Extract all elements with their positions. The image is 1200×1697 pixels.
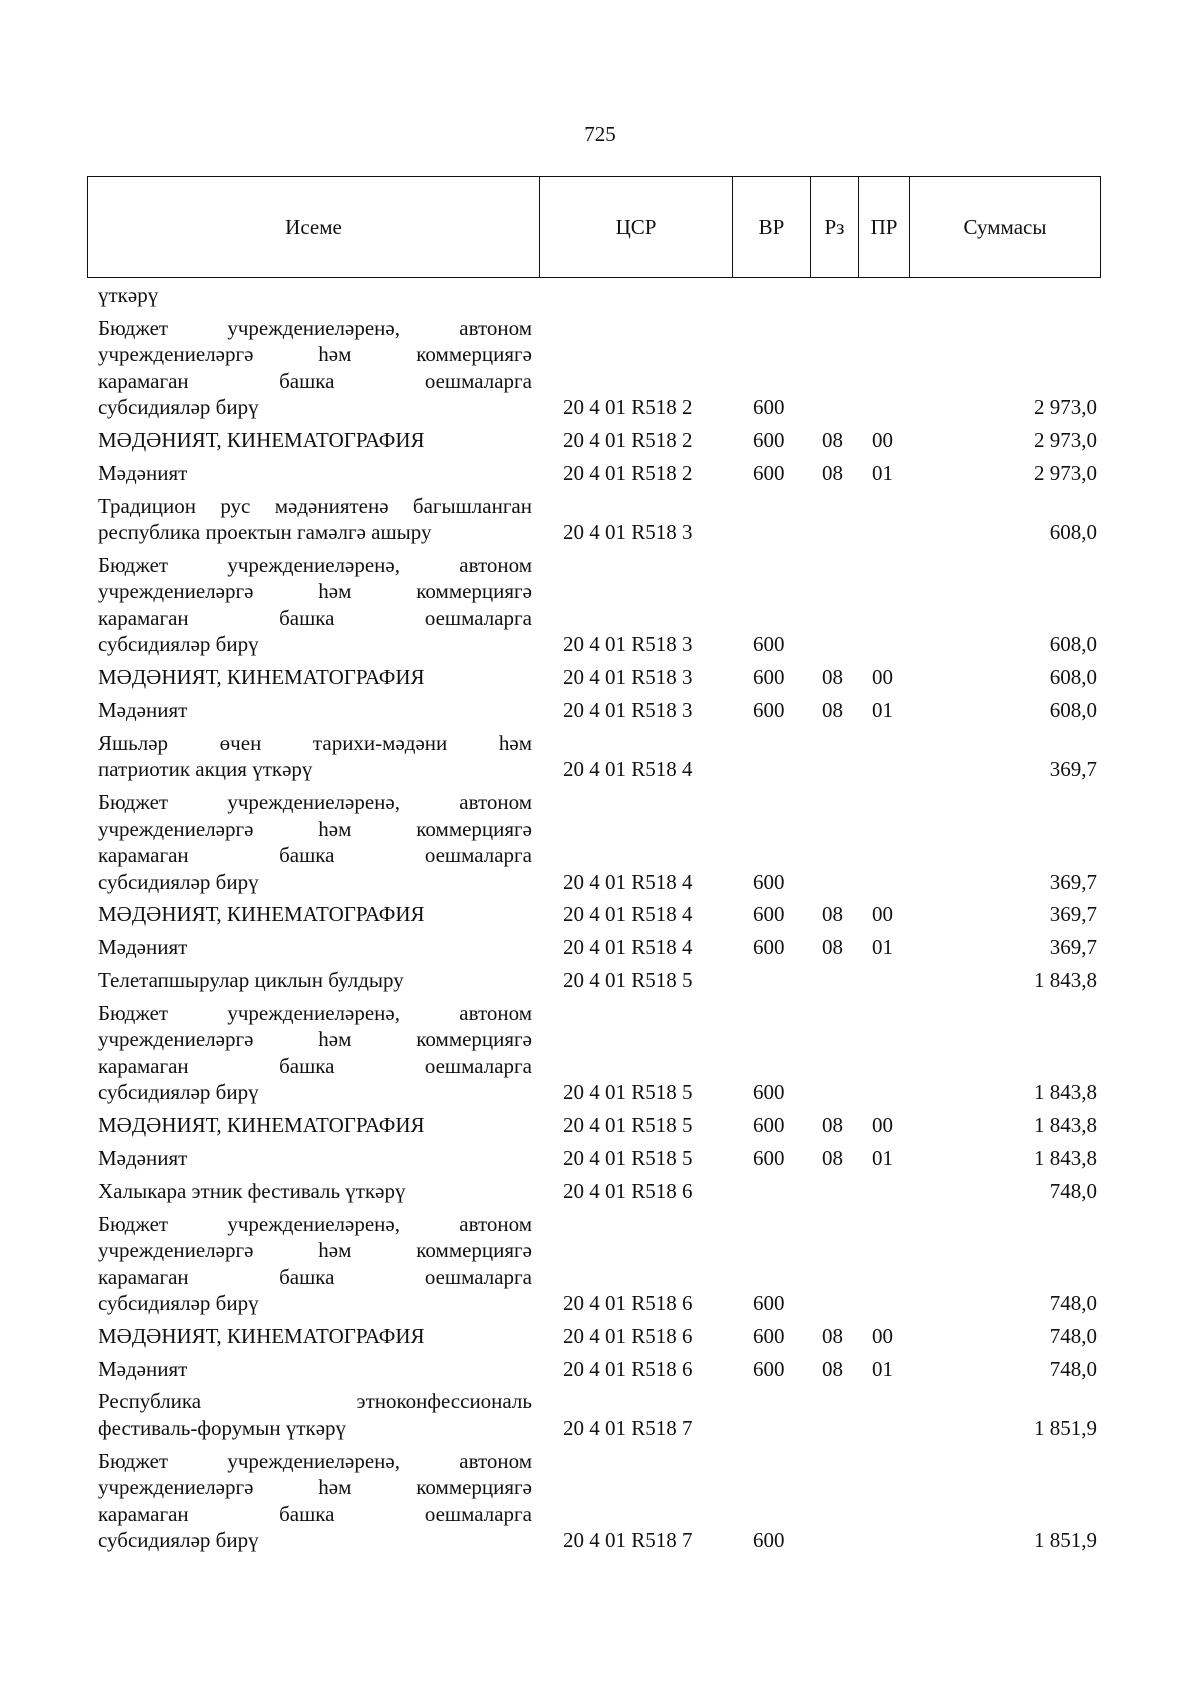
table-row — [0, 934, 1200, 961]
row-name-line: учреждениеләргә һәм коммерциягә — [98, 1027, 532, 1052]
table-header — [87, 176, 1101, 278]
row-csr: 20 4 01 R518 2 — [563, 428, 693, 453]
row-name-line: учреждениеләргә һәм коммерциягә — [98, 1238, 532, 1263]
row-rz: 08 — [822, 460, 843, 485]
row-name-line: субсидияләр бирү — [98, 869, 259, 894]
row-sum: 748,0 — [1049, 1291, 1097, 1316]
header-pr: ПР — [859, 177, 910, 278]
row-csr: 20 4 01 R518 2 — [563, 460, 693, 485]
row-name-line: МӘДӘНИЯТ, КИНЕМАТОГРАФИЯ — [98, 1323, 425, 1348]
row-name — [98, 664, 532, 691]
row-rz: 08 — [822, 902, 843, 927]
row-sum: 2 973,0 — [1034, 428, 1097, 453]
row-name — [98, 493, 532, 546]
row-csr: 20 4 01 R518 4 — [563, 902, 693, 927]
row-csr: 20 4 01 R518 6 — [563, 1291, 693, 1316]
table-row — [0, 315, 1200, 421]
table-row — [0, 1448, 1200, 1554]
row-csr: 20 4 01 R518 4 — [563, 869, 693, 894]
row-name-line: карамаган башка оешмаларга — [98, 605, 532, 630]
row-csr: 20 4 01 R518 4 — [563, 935, 693, 960]
table-row — [0, 1323, 1200, 1350]
row-name-line: фестиваль-форумын үткәрү — [98, 1415, 347, 1440]
row-name — [98, 1388, 532, 1441]
row-name-line: субсидияләр бирү — [98, 395, 259, 420]
row-sum: 1 843,8 — [1034, 1113, 1097, 1138]
row-sum: 1 843,8 — [1034, 1080, 1097, 1105]
row-pr: 00 — [872, 902, 893, 927]
row-sum: 369,7 — [1049, 935, 1097, 960]
row-name-line: учреждениеләргә һәм коммерциягә — [98, 816, 532, 841]
row-name-line: Телетапшырулар циклын булдыру — [98, 968, 404, 993]
row-sum: 1 851,9 — [1034, 1528, 1097, 1553]
row-name-line: Бюджет учреждениеләренә, автоном — [98, 315, 532, 340]
row-name-line: учреждениеләргә һәм коммерциягә — [98, 579, 532, 604]
row-sum: 748,0 — [1049, 1356, 1097, 1381]
row-name-line: Мәдәният — [98, 1145, 188, 1170]
table-row — [0, 427, 1200, 454]
row-sum: 1 851,9 — [1034, 1415, 1097, 1440]
row-name-line: Бюджет учреждениеләренә, автоном — [98, 790, 532, 815]
row-name-line: МӘДӘНИЯТ, КИНЕМАТОГРАФИЯ — [98, 1113, 425, 1138]
table-row — [0, 967, 1200, 994]
row-name-line: Мәдәният — [98, 935, 188, 960]
row-name-line: карамаган башка оешмаларга — [98, 1264, 532, 1289]
row-pr: 00 — [872, 1113, 893, 1138]
row-csr: 20 4 01 R518 7 — [563, 1528, 693, 1553]
row-rz: 08 — [822, 935, 843, 960]
row-name — [98, 1000, 532, 1106]
row-name — [98, 934, 532, 961]
row-sum: 2 973,0 — [1034, 460, 1097, 485]
row-name-line: субсидияләр бирү — [98, 1080, 259, 1105]
row-name-line: карамаган башка оешмаларга — [98, 1501, 532, 1526]
row-vr: 600 — [753, 428, 785, 453]
row-name-line: Традицион рус мәдәниятенә багышланган — [98, 493, 532, 518]
table-row — [0, 664, 1200, 691]
header-vr: ВР — [733, 177, 811, 278]
row-name — [98, 552, 532, 658]
row-csr: 20 4 01 R518 3 — [563, 665, 693, 690]
row-name — [98, 427, 532, 454]
page-number: 725 — [584, 122, 616, 146]
row-name — [98, 1356, 532, 1383]
row-csr: 20 4 01 R518 6 — [563, 1323, 693, 1348]
row-rz: 08 — [822, 1356, 843, 1381]
row-csr: 20 4 01 R518 3 — [563, 632, 693, 657]
row-csr: 20 4 01 R518 4 — [563, 757, 693, 782]
row-name — [98, 901, 532, 928]
table-row — [0, 1388, 1200, 1441]
row-csr: 20 4 01 R518 3 — [563, 698, 693, 723]
row-name — [98, 315, 532, 421]
row-vr: 600 — [753, 869, 785, 894]
row-name-line: карамаган башка оешмаларга — [98, 368, 532, 393]
header-sum: Суммасы — [910, 177, 1101, 278]
row-name — [98, 967, 532, 994]
row-name-line: үткәрү — [98, 283, 159, 307]
row-vr: 600 — [753, 902, 785, 927]
row-vr: 600 — [753, 1080, 785, 1105]
row-sum: 1 843,8 — [1034, 968, 1097, 993]
row-name-line: субсидияләр бирү — [98, 632, 259, 657]
row-name-line: учреждениеләргә һәм коммерциягә — [98, 1475, 532, 1500]
row-pr: 01 — [872, 1356, 893, 1381]
row-pr: 01 — [872, 460, 893, 485]
row-name-line: Бюджет учреждениеләренә, автоном — [98, 552, 532, 577]
row-name-line: Бюджет учреждениеләренә, автоном — [98, 1211, 532, 1236]
row-vr: 600 — [753, 1323, 785, 1348]
table-row — [0, 730, 1200, 783]
row-csr: 20 4 01 R518 7 — [563, 1415, 693, 1440]
row-name-line: Мәдәният — [98, 460, 188, 485]
table-row — [0, 901, 1200, 928]
row-name — [98, 789, 532, 895]
row-csr: 20 4 01 R518 2 — [563, 395, 693, 420]
row-sum: 369,7 — [1049, 757, 1097, 782]
table-row — [0, 282, 1200, 309]
row-vr: 600 — [753, 395, 785, 420]
row-name — [98, 1145, 532, 1172]
row-sum: 1 843,8 — [1034, 1145, 1097, 1170]
row-sum: 608,0 — [1049, 632, 1097, 657]
table-row — [0, 1112, 1200, 1139]
table-row — [0, 697, 1200, 724]
row-sum: 608,0 — [1049, 698, 1097, 723]
row-csr: 20 4 01 R518 6 — [563, 1178, 693, 1203]
row-vr: 600 — [753, 632, 785, 657]
row-name — [98, 1211, 532, 1317]
row-vr: 600 — [753, 460, 785, 485]
row-pr: 01 — [872, 935, 893, 960]
row-vr: 600 — [753, 1528, 785, 1553]
row-name-line: карамаган башка оешмаларга — [98, 1053, 532, 1078]
row-name-line: учреждениеләргә һәм коммерциягә — [98, 342, 532, 367]
row-sum: 608,0 — [1049, 520, 1097, 545]
row-name — [98, 460, 532, 487]
row-vr: 600 — [753, 1291, 785, 1316]
row-vr: 600 — [753, 1145, 785, 1170]
row-rz: 08 — [822, 698, 843, 723]
row-name-line: Республика этноконфессиональ — [98, 1389, 532, 1414]
row-vr: 600 — [753, 665, 785, 690]
row-name-line: Халыкара этник фестиваль үткәрү — [98, 1178, 406, 1203]
row-name — [98, 1448, 532, 1554]
table-row — [0, 493, 1200, 546]
row-csr: 20 4 01 R518 5 — [563, 1113, 693, 1138]
row-name-line: МӘДӘНИЯТ, КИНЕМАТОГРАФИЯ — [98, 902, 425, 927]
row-pr: 01 — [872, 1145, 893, 1170]
row-name — [98, 1178, 532, 1205]
row-rz: 08 — [822, 1323, 843, 1348]
row-name-line: республика проектын гамәлгә ашыру — [98, 520, 432, 545]
row-sum: 369,7 — [1049, 869, 1097, 894]
row-rz: 08 — [822, 665, 843, 690]
row-pr: 00 — [872, 428, 893, 453]
row-pr: 00 — [872, 1323, 893, 1348]
row-name — [98, 1112, 532, 1139]
table-row — [0, 789, 1200, 895]
row-name-line: МӘДӘНИЯТ, КИНЕМАТОГРАФИЯ — [98, 665, 425, 690]
row-name-line: субсидияләр бирү — [98, 1528, 259, 1553]
table-row — [0, 1178, 1200, 1205]
row-sum: 748,0 — [1049, 1323, 1097, 1348]
row-name — [98, 1323, 532, 1350]
row-csr: 20 4 01 R518 6 — [563, 1356, 693, 1381]
row-vr: 600 — [753, 698, 785, 723]
row-rz: 08 — [822, 1145, 843, 1170]
row-vr: 600 — [753, 1356, 785, 1381]
row-name-line: субсидияләр бирү — [98, 1291, 259, 1316]
row-csr: 20 4 01 R518 5 — [563, 1145, 693, 1170]
row-sum: 2 973,0 — [1034, 395, 1097, 420]
row-vr: 600 — [753, 935, 785, 960]
header-rz: Рз — [811, 177, 859, 278]
table-row — [0, 1145, 1200, 1172]
row-name-line: Бюджет учреждениеләренә, автоном — [98, 1000, 532, 1025]
row-name — [98, 282, 532, 309]
row-sum: 369,7 — [1049, 902, 1097, 927]
row-sum: 608,0 — [1049, 665, 1097, 690]
row-rz: 08 — [822, 1113, 843, 1138]
row-csr: 20 4 01 R518 3 — [563, 520, 693, 545]
row-sum: 748,0 — [1049, 1178, 1097, 1203]
row-name — [98, 730, 532, 783]
table-body — [0, 282, 1200, 1560]
row-name-line: Яшьләр өчен тарихи-мәдәни һәм — [98, 730, 532, 755]
row-name-line: Мәдәният — [98, 1356, 188, 1381]
row-name-line: патриотик акция үткәрү — [98, 757, 313, 782]
table-row — [0, 552, 1200, 658]
row-name-line: МӘДӘНИЯТ, КИНЕМАТОГРАФИЯ — [98, 428, 425, 453]
row-name-line: Бюджет учреждениеләренә, автоном — [98, 1448, 532, 1473]
table-row — [0, 1356, 1200, 1383]
table-row — [0, 460, 1200, 487]
header-name: Исеме — [88, 177, 540, 278]
table-row — [0, 1000, 1200, 1106]
row-name-line: карамаган башка оешмаларга — [98, 843, 532, 868]
row-rz: 08 — [822, 428, 843, 453]
row-name-line: Мәдәният — [98, 698, 188, 723]
row-name — [98, 697, 532, 724]
row-pr: 00 — [872, 665, 893, 690]
row-csr: 20 4 01 R518 5 — [563, 1080, 693, 1105]
table-row — [0, 1211, 1200, 1317]
row-vr: 600 — [753, 1113, 785, 1138]
row-pr: 01 — [872, 698, 893, 723]
row-csr: 20 4 01 R518 5 — [563, 968, 693, 993]
header-csr: ЦСР — [540, 177, 733, 278]
